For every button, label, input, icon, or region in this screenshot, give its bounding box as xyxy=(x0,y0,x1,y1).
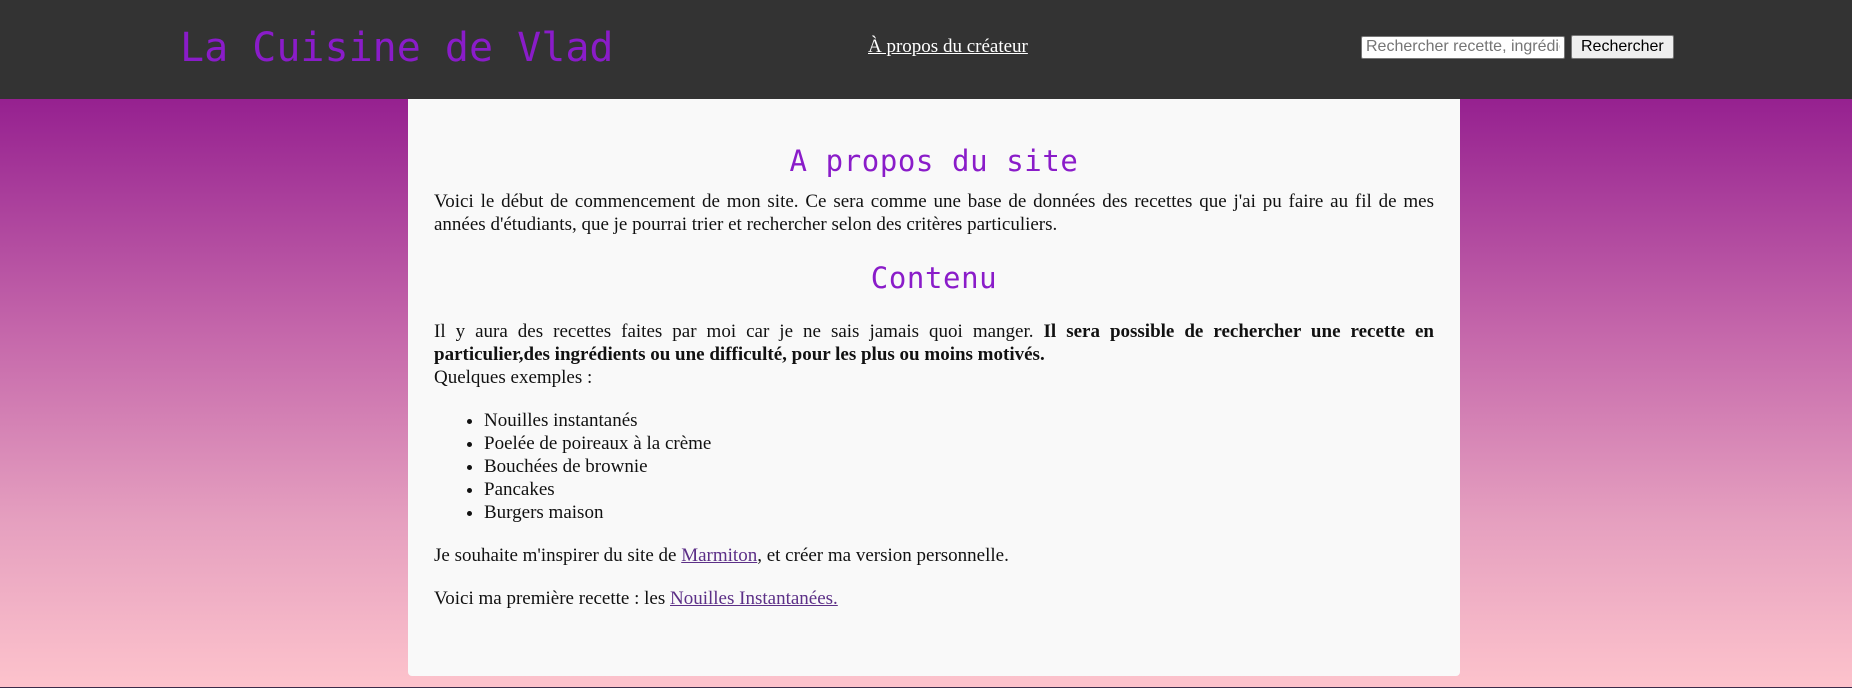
content-card xyxy=(408,99,1460,676)
marmiton-link[interactable]: Marmiton xyxy=(681,545,758,566)
site-header xyxy=(0,0,1852,99)
examples-label: Quelques exemples : xyxy=(434,367,593,388)
recipe-before-text: Voici ma première recette : les xyxy=(434,588,670,609)
search-button[interactable]: Rechercher xyxy=(1571,35,1674,59)
example-item-pancakes: • Pancakes xyxy=(484,478,1434,501)
content-bold-text: Il sera possible de rechercher une recette en particulier,des ingrédients ou une difficulté, pour les plus ou moins motivés. xyxy=(434,321,1434,365)
inspiration-before-text: Je souhaite m'inspirer du site de xyxy=(434,545,682,566)
examples-list xyxy=(434,409,1434,524)
content-title: Contenu xyxy=(870,261,998,295)
search-form xyxy=(1361,35,1674,59)
about-creator-link[interactable]: À propos du créateur xyxy=(868,36,1028,57)
inspiration-text xyxy=(434,544,1434,567)
site-title: La Cuisine de Vlad xyxy=(180,25,614,71)
example-item-nouilles: • Nouilles instantanés xyxy=(484,409,1434,432)
example-item-poelee: • Poelée de poireaux à la crème xyxy=(484,432,1434,455)
content-description xyxy=(434,320,1434,389)
first-recipe-text xyxy=(434,587,1434,610)
about-site-title: A propos du site xyxy=(789,144,1079,178)
about-site-text: Voici le début de commencement de mon site. Ce sera comme une base de données des recettes que j'ai pu faire au fil de mes années d'étudiants, que je pourrai trier et rechercher selon des critères particuliers. xyxy=(434,191,1434,235)
example-item-burgers: • Burgers maison xyxy=(484,501,1434,524)
instant-noodles-recipe-link[interactable]: Nouilles Instantanées. xyxy=(670,588,838,609)
search-input[interactable] xyxy=(1361,36,1565,59)
inspiration-after-text: , et créer ma version personnelle. xyxy=(757,545,1009,566)
example-item-brownie: • Bouchées de brownie xyxy=(484,455,1434,478)
content-intro-text: Il y aura des recettes faites par moi car je ne sais jamais quoi manger. xyxy=(434,321,1044,342)
